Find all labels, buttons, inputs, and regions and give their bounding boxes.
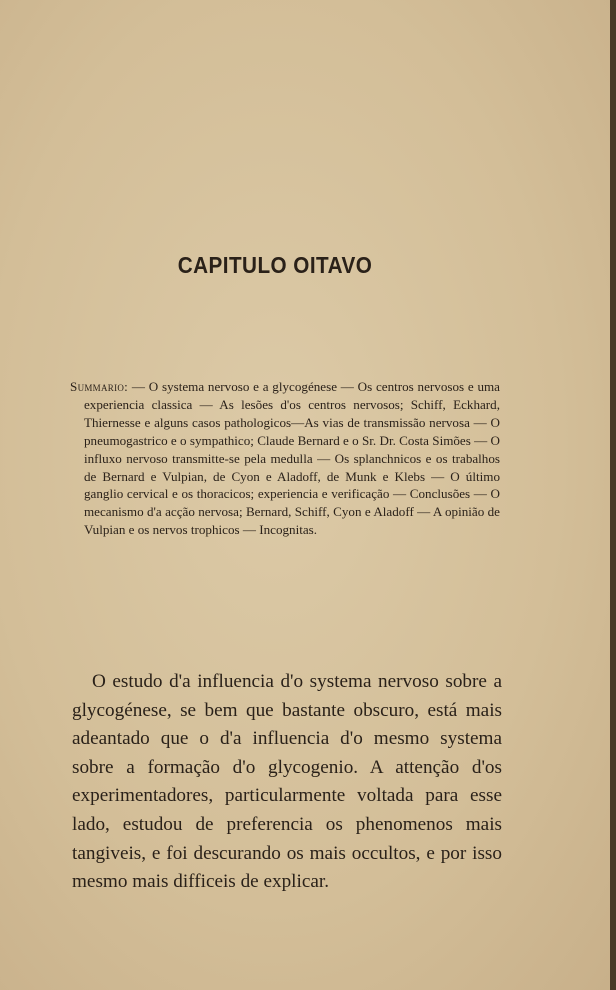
chapter-title: CAPITULO OITAVO <box>177 252 373 278</box>
chapter-summary <box>70 378 500 539</box>
summary-text: — O systema nervoso e a glycogénese — Os centros nervosos e uma experiencia classica — As lesões d'os centros nervosos; Schiff, Eckhard, Thiernesse e alguns casos pathologicos—As vias de transmissão nervosa — O pneumogastrico e o sympathico; Claude Bernard e o Sr. Dr. Costa Simões — O influxo nervoso transmitte-se pela medulla — Os splanchnicos e os trabalhos de Bernard e Vulpian, de Cyon e Aladoff, de Munk e Klebs — O último ganglio cervical e os thoracicos; experiencia e verificação — Conclusões — O mecanismo d'a acção nervosa; Bernard, Schiff, Cyon e Aladoff — A opinião de Vulpian e os nervos trophicos — Incognitas. <box>84 379 500 538</box>
body-paragraph: O estudo d'a influencia d'o systema nervoso sobre a glycogénese, se bem que bastante obscuro, está mais adeantado que o d'a influencia d'o mesmo systema sobre a formação d'o glycogenio. A attenção d'os experimentadores, particularmente voltada para esse lado, estudou de preferencia os phenomenos mais tangiveis, e foi descurando os mais occultos, e por isso mesmo mais difficeis de explicar. <box>72 671 502 893</box>
summary-label: Summario: <box>70 379 129 394</box>
